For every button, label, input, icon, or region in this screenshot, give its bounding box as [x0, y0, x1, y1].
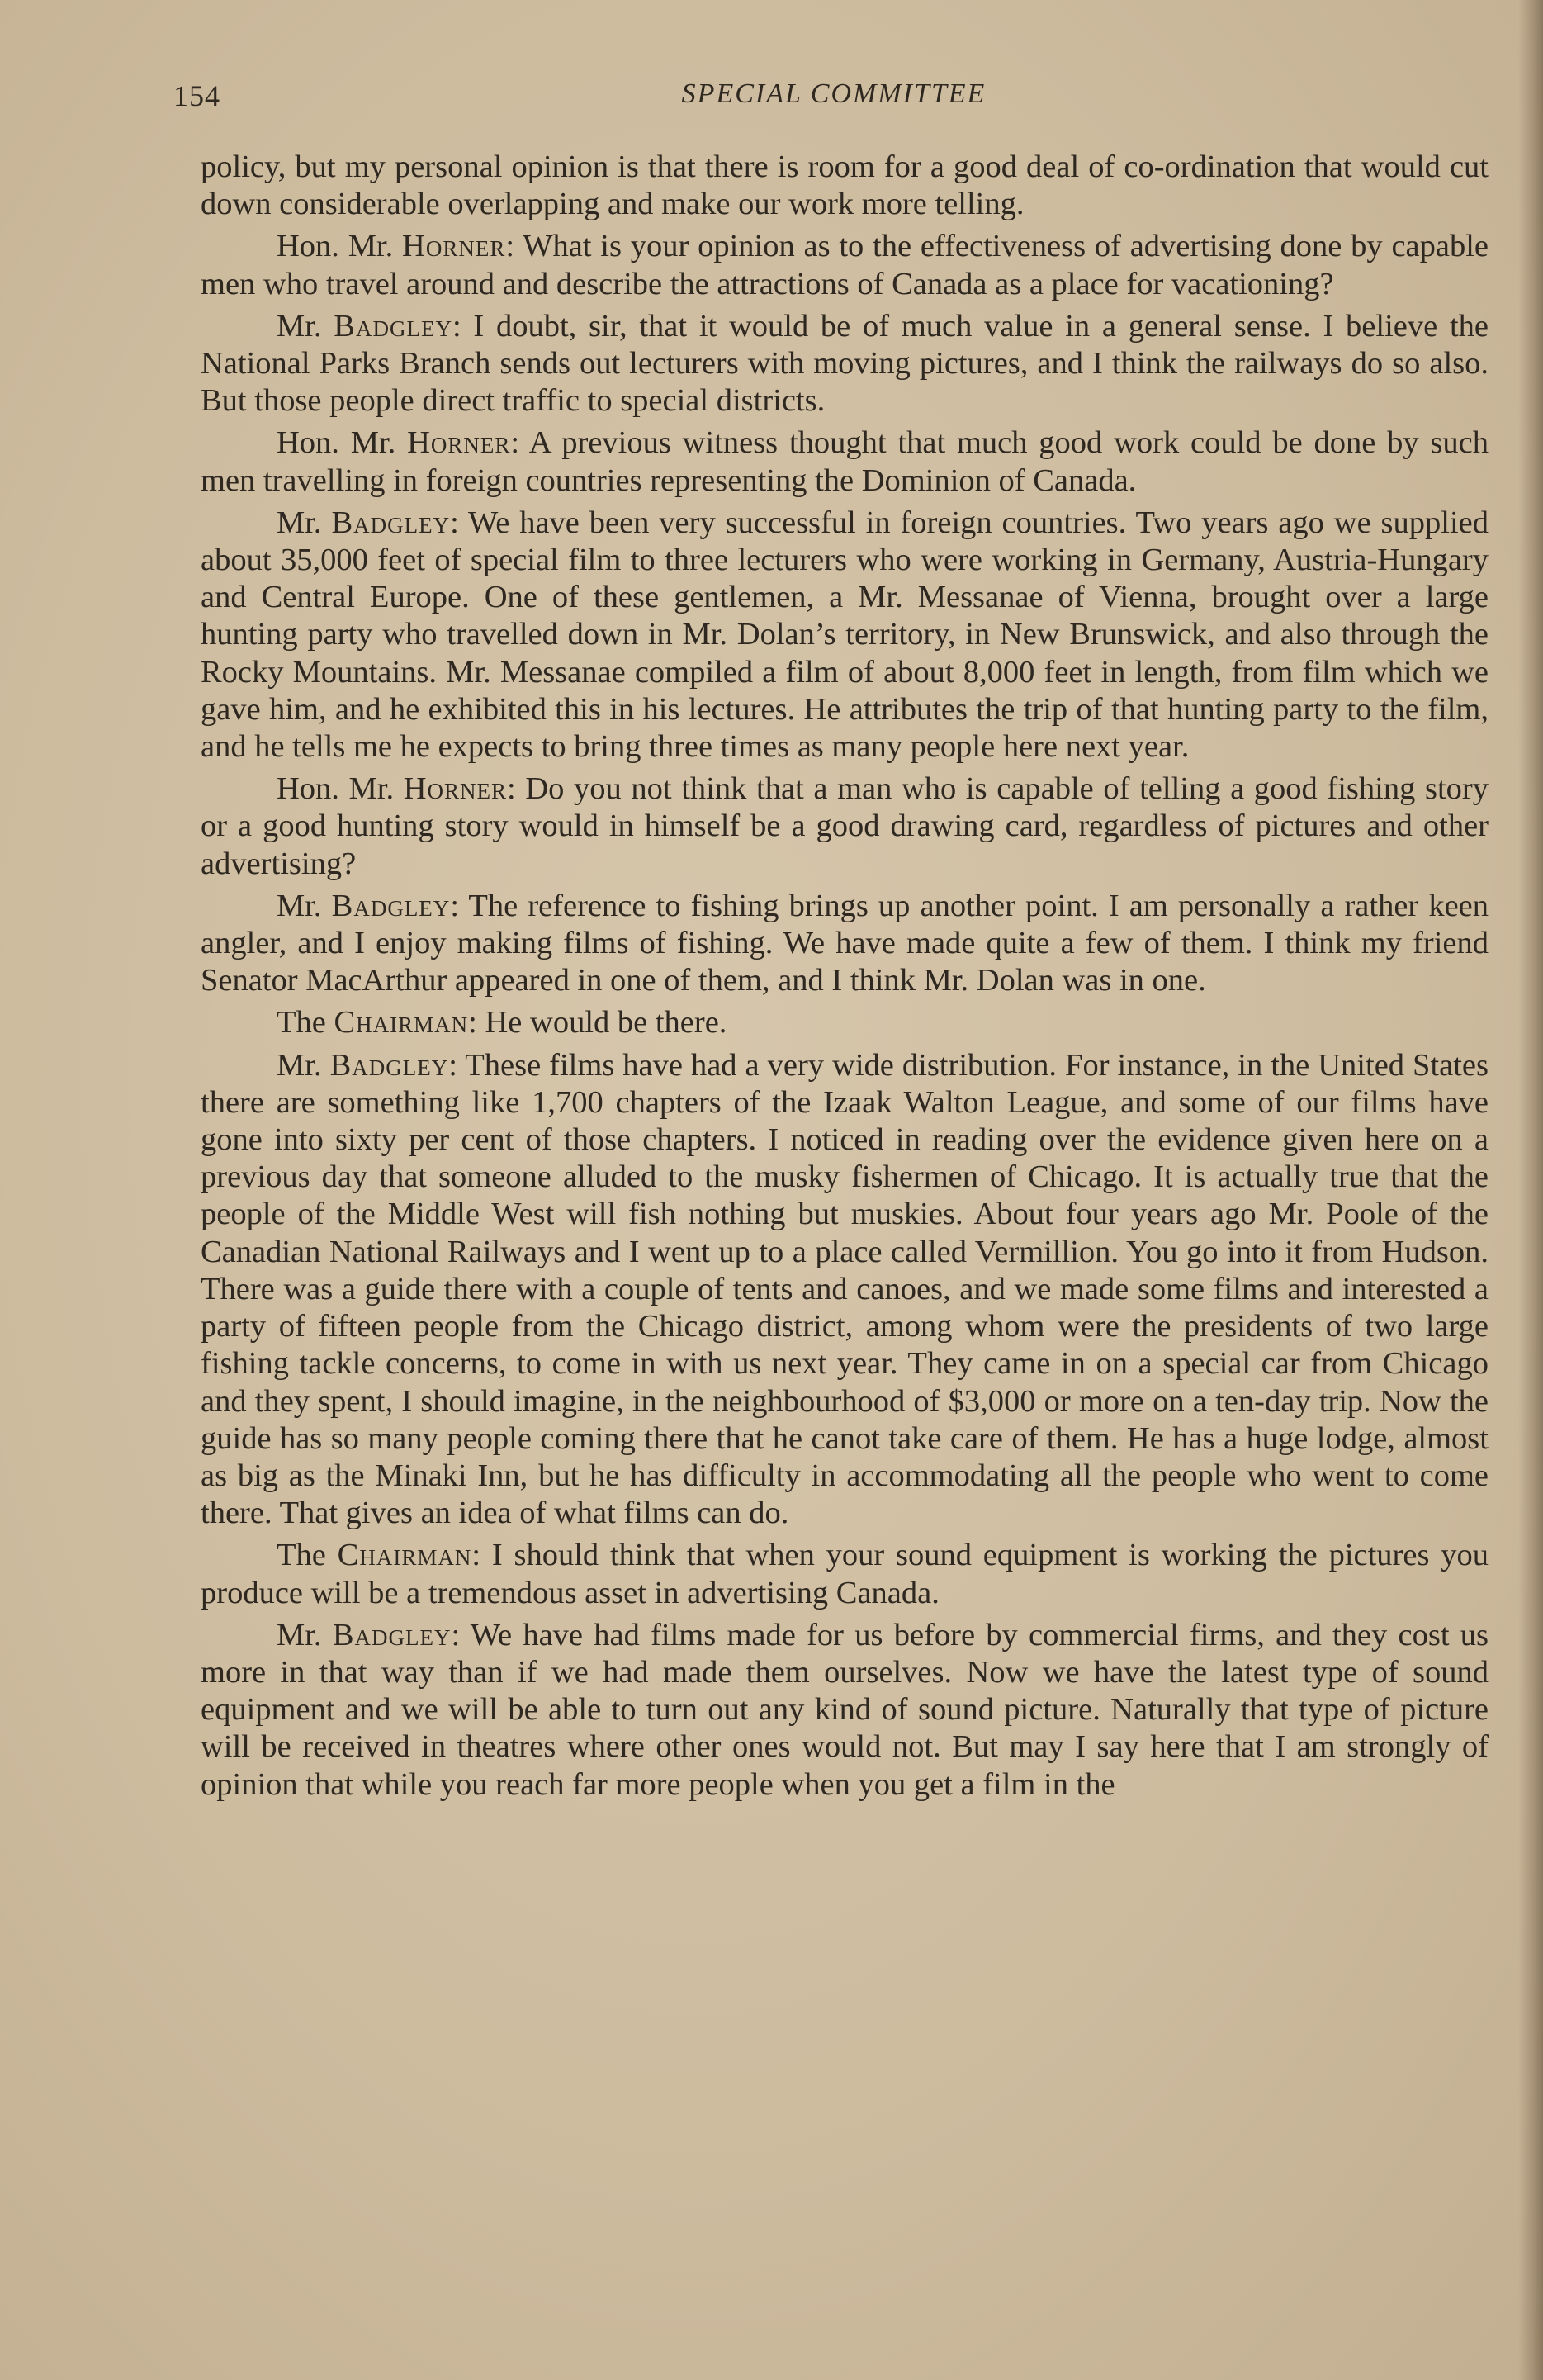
paragraph-text: : I should think that when your sound equipment is working the pictures you produce will be a tremendous asset in advertising Canada.	[201, 1538, 1489, 1610]
paragraph-prefix: Mr.	[277, 308, 334, 344]
speaker-name: Badgley	[331, 505, 451, 540]
paragraph-prefix: Mr.	[277, 888, 332, 923]
speaker-name: Badgley	[334, 308, 452, 344]
paragraph	[201, 228, 1489, 302]
body-text	[201, 149, 1489, 1809]
speaker-name: Chairman	[337, 1538, 472, 1573]
speaker-name: Horner	[402, 229, 506, 264]
paragraph	[201, 308, 1489, 420]
paragraph-text: : I doubt, sir, that it would be of much value in a general sense. I believe the National Parks Branch sends out lecturers with moving pictures, and I think the railways do so also. But those people direct traffic to special districts.	[201, 308, 1489, 419]
paragraph	[201, 424, 1489, 499]
page-header	[173, 78, 1494, 120]
paragraph	[201, 888, 1489, 1000]
paragraph	[201, 149, 1489, 223]
paragraph-text: : Do you not think that a man who is capable of telling a good fishing story or a good hunting story would in himself be a good drawing card, regardless of pictures and other advertising?	[201, 771, 1489, 881]
paragraph	[201, 1004, 1489, 1041]
running-head: SPECIAL COMMITTEE	[681, 78, 987, 109]
paragraph-text: : We have had films made for us before by commercial firms, and they cost us more in that way than if we had made them ourselves. Now we have the latest type of sound equipment and we will be able to turn out any kind of sound picture. Naturally that type of picture will be received in theatres where other ones would not. But may I say here that I am strongly of opinion that while you reach far more people when you get a film in the	[201, 1617, 1489, 1802]
paragraph	[201, 505, 1489, 766]
paragraph	[201, 1047, 1489, 1533]
speaker-name: Badgley	[332, 1617, 452, 1652]
paragraph-text: : We have been very successful in foreign countries. Two years ago we supplied about 35,000 feet of special film to three lecturers who were working in Germany, Austria-Hungary and Central Europe. One of these gentlemen, a Mr. Messanae of Vienna, brought over a large hunting party who travelled down in Mr. Dolan’s territory, in New Brunswick, and also through the Rocky Mountains. Mr. Messanae compiled a film of about 8,000 feet in length, from film which we gave him, and he exhibited this in his lectures. He attributes the trip of that hunting party to the film, and he tells me he expects to bring three times as many people here next year.	[201, 505, 1489, 765]
paragraph-prefix: Hon. Mr.	[277, 425, 408, 461]
speaker-name: Badgley	[331, 888, 451, 923]
paragraph-text: : The reference to fishing brings up another point. I am personally a rather keen angler, and I enjoy making films of fishing. We have made quite a few of them. I think my friend Senator MacArthur appeared in one of them, and I think Mr. Dolan was in one.	[201, 888, 1489, 998]
page-number: 154	[173, 79, 220, 112]
paragraph	[201, 770, 1489, 883]
paragraph-prefix: Mr.	[277, 505, 332, 540]
speaker-name: Horner	[403, 771, 508, 807]
paragraph-prefix: Mr.	[277, 1617, 333, 1652]
paragraph-prefix: Hon. Mr.	[277, 229, 403, 264]
speaker-name: Chairman	[334, 1005, 469, 1041]
paragraph-text: : These films have had a very wide distribution. For instance, in the United States there are something like 1,700 chapters of the Izaak Walton League, and some of our films have gone into sixty per cent of those chapters. I noticed in reading over the evidence given here on a previous day that someone alluded to the musky fishermen of Chicago. It is actually true that the people of the Middle West will fish nothing but muskies. About four years ago Mr. Poole of the Canadian National Railways and I went up to a place called Vermillion. You go into it from Hudson. There was a guide there with a couple of tents and canoes, and we made some films and interested a party of fifteen people from the Chicago district, among whom were the presidents of two large fishing tackle concerns, to come in with us next year. They came in on a special car from Chicago and they spent, I should imagine, in the neighbourhood of $3,000 or more on a ten-day trip. Now the guide has so many people coming there that he canot take care of them. He has a huge lodge, almost as big as the Minaki Inn, but he has difficulty in accommodating all the people who went to come there. That gives an idea of what films can do.	[201, 1047, 1489, 1531]
speaker-name: Horner	[407, 425, 511, 461]
paragraph-prefix: Hon. Mr.	[277, 771, 404, 807]
speaker-name: Badgley	[329, 1047, 449, 1083]
paragraph-text: : He would be there.	[468, 1005, 727, 1041]
paragraph-prefix: The	[277, 1005, 334, 1041]
paragraph	[201, 1537, 1489, 1611]
paragraph-text: : What is your opinion as to the effectiveness of advertising done by capable men who travel around and describe the attractions of Canada as a place for vacationing?	[201, 229, 1489, 301]
paragraph-text: policy, but my personal opinion is that there is room for a good deal of co-ordination that would cut down considerable overlapping and make our work more telling.	[201, 149, 1489, 222]
paragraph-prefix: The	[277, 1538, 338, 1573]
page-edge-shadow	[1518, 0, 1543, 2380]
paragraph	[201, 1617, 1489, 1804]
paragraph-text: : A previous witness thought that much good work could be done by such men travelling in foreign countries representing the Dominion of Canada.	[201, 425, 1489, 498]
paragraph-prefix: Mr.	[277, 1047, 330, 1083]
